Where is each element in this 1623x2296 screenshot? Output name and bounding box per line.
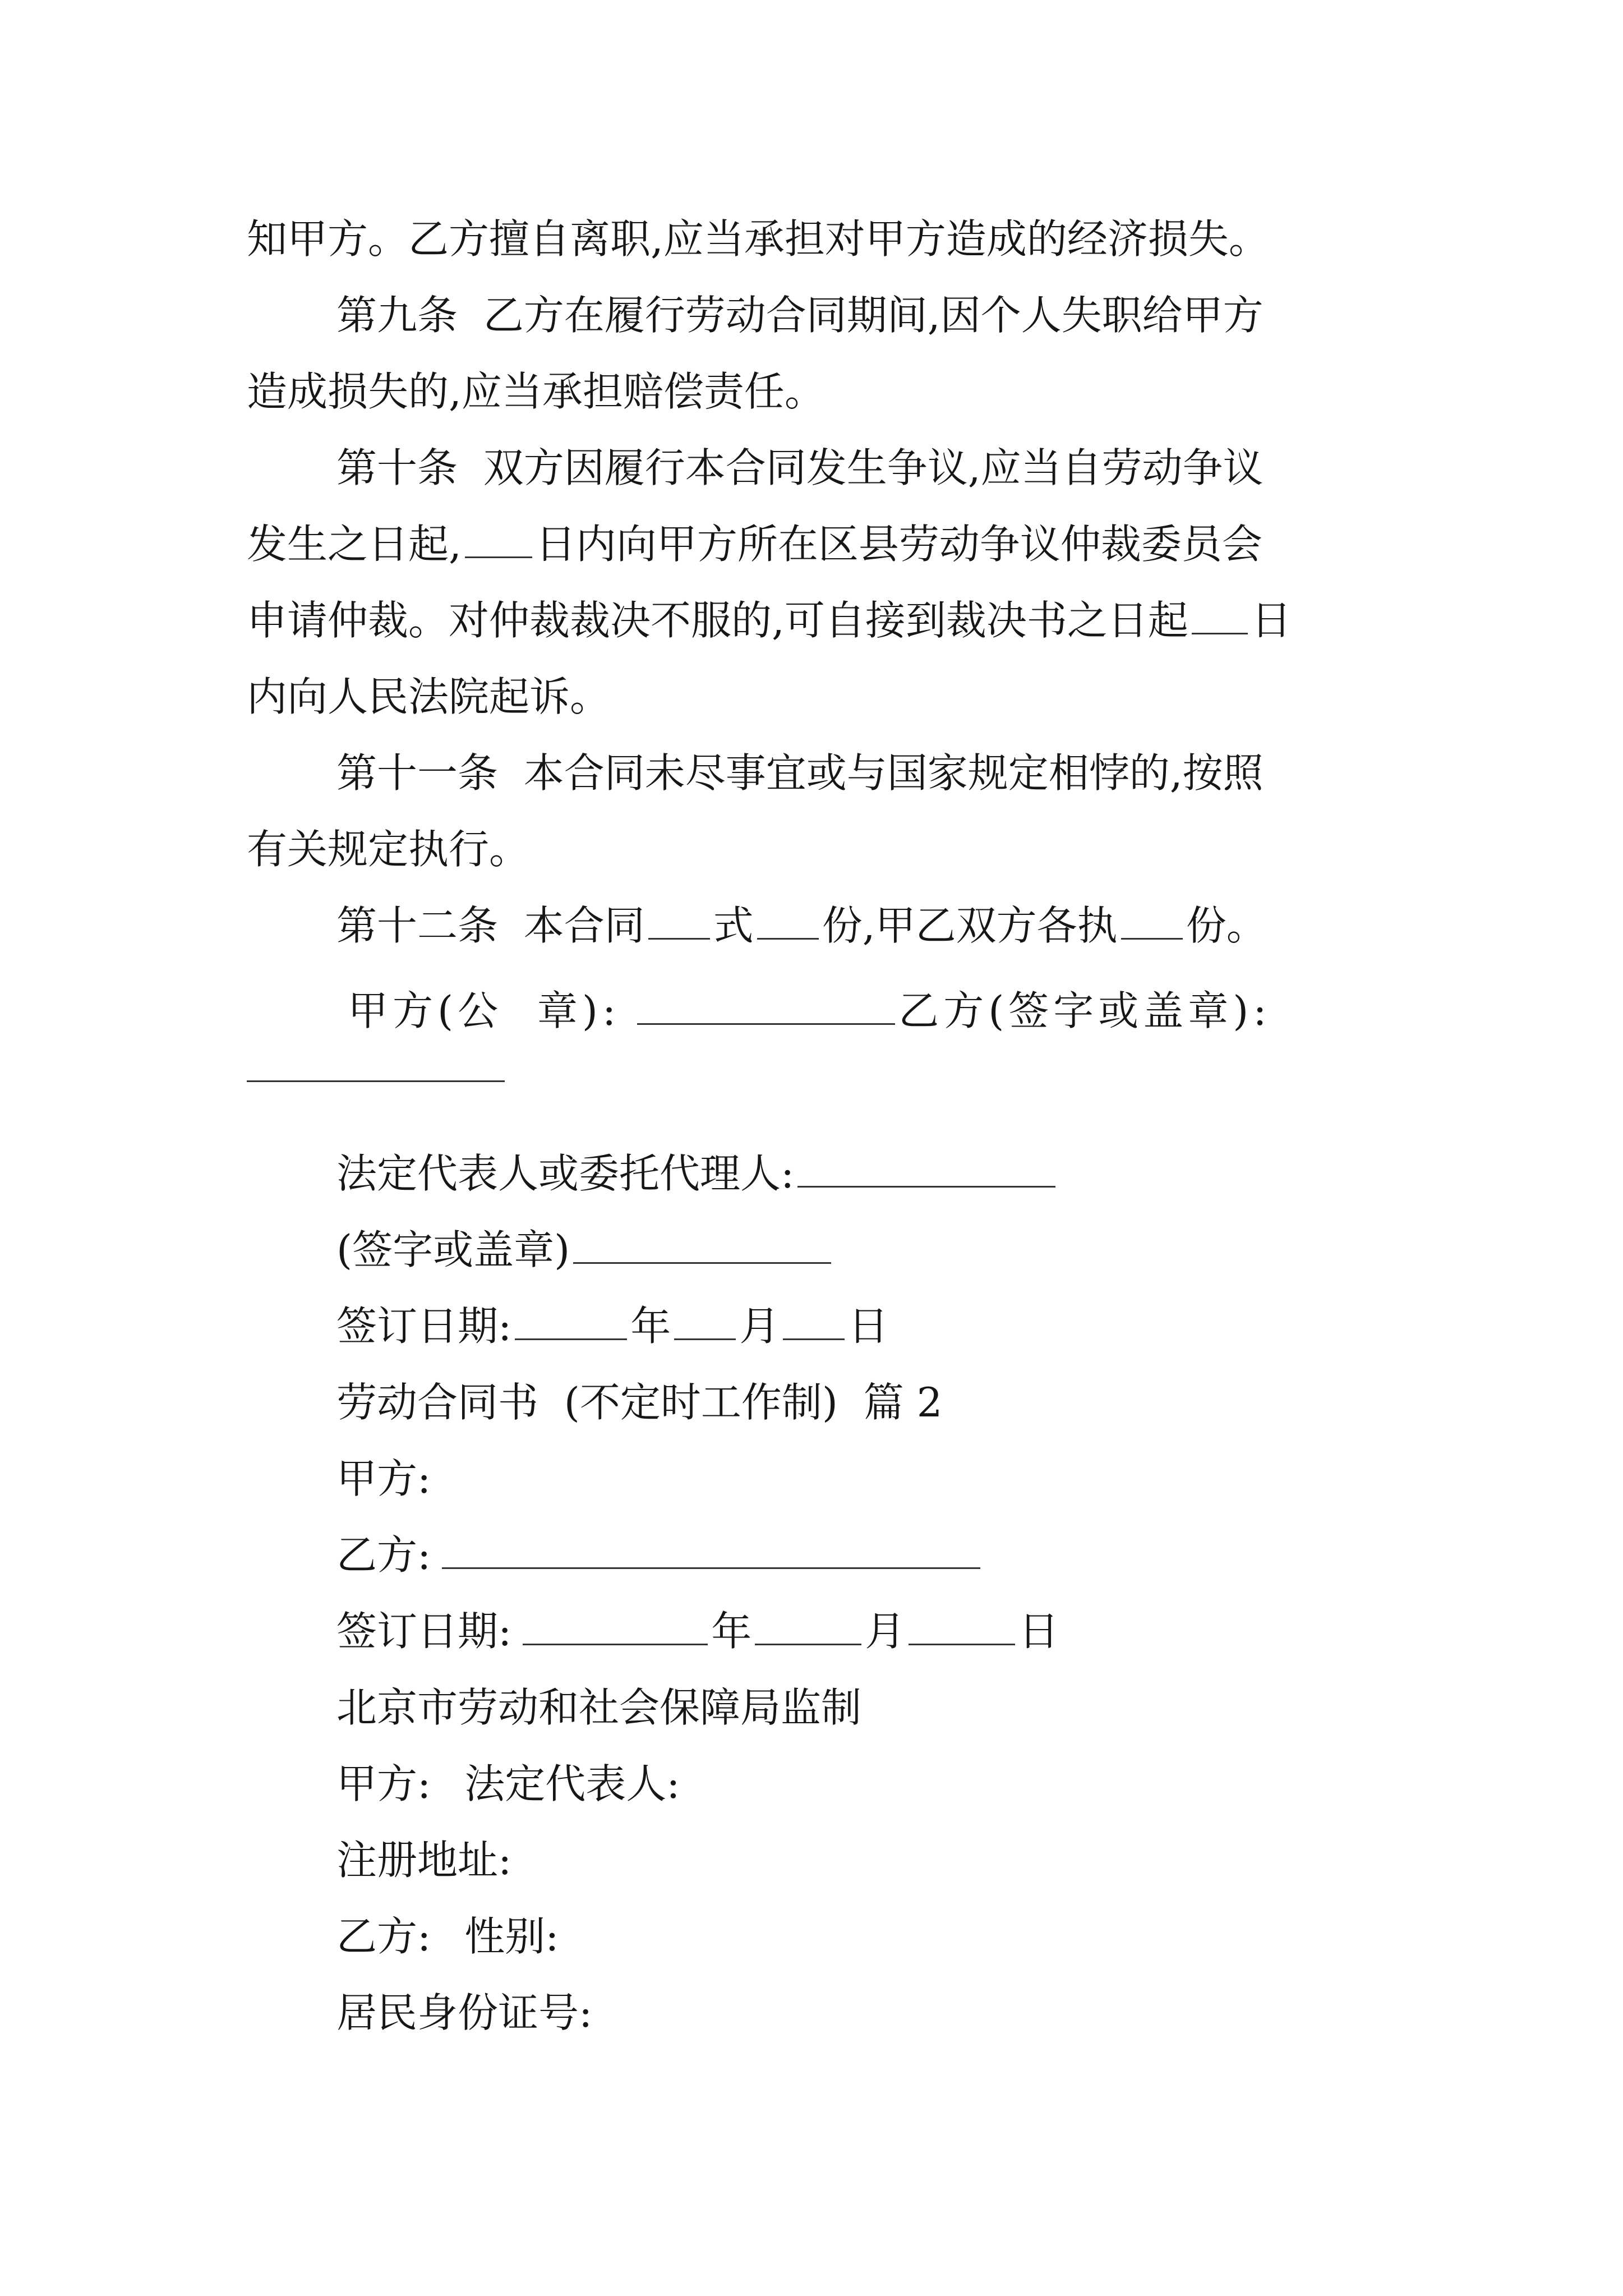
article-12-text: 份。 (1186, 902, 1267, 949)
article-10-text: 日 (1251, 597, 1292, 644)
id-number-line: 居民身份证号: (336, 1989, 593, 2036)
sign-or-seal-label: (签字或盖章) (336, 1226, 570, 1273)
year-field[interactable] (523, 1603, 708, 1645)
registered-address-line: 注册地址: (336, 1837, 512, 1884)
party-a-seal-field[interactable] (637, 983, 895, 1025)
month-label: 月 (739, 1303, 780, 1350)
representative-label: 法定代表人或委托代理人: (336, 1150, 795, 1197)
section-2-date-line (336, 1603, 1059, 1659)
day-field[interactable] (909, 1603, 1015, 1645)
article-12-line (336, 898, 1267, 954)
party-b-label: 乙方: (336, 1531, 431, 1579)
party-a-seal-label: 甲方(公 章): (348, 987, 621, 1034)
date-label: 签订日期: (336, 1303, 512, 1350)
party-a-rep-line (336, 1756, 680, 1812)
legal-rep-label: 法定代表人: (464, 1760, 680, 1807)
month-field[interactable] (674, 1298, 736, 1340)
party-b-gender-line (336, 1908, 559, 1964)
blank-copies-field[interactable] (1121, 898, 1183, 940)
section-2-title: 劳动合同书 (不定时工作制) 篇 2 (336, 1379, 943, 1426)
year-label: 年 (711, 1608, 752, 1655)
article-12-text: 份,甲乙双方各执 (822, 902, 1118, 949)
article-10-line-1: 第十条 双方因履行本合同发生争议,应当自劳动争议 (336, 444, 1264, 491)
day-label: 日 (1018, 1608, 1059, 1655)
sign-or-seal-field[interactable] (573, 1222, 831, 1264)
paragraph-line: 知甲方。乙方擅自离职,应当承担对甲方造成的经济损失。 (247, 215, 1269, 263)
party-b-label: 乙方: (336, 1913, 431, 1960)
article-12-text: 第十二条 本合同 (336, 902, 645, 949)
party-a-label: 甲方: (336, 1760, 431, 1807)
article-11-line-2: 有关规定执行。 (247, 826, 530, 873)
day-field[interactable] (783, 1298, 845, 1340)
article-11-line-1: 第十一条 本合同未尽事宜或与国家规定相悖的,按照 (336, 749, 1264, 797)
blank-days-field[interactable] (1192, 592, 1248, 634)
representative-field[interactable] (797, 1145, 1055, 1188)
supervisor-line: 北京市劳动和社会保障局监制 (336, 1684, 862, 1731)
article-12-text: 式 (713, 902, 754, 949)
party-b-field[interactable] (442, 1527, 980, 1569)
article-9-line-2: 造成损失的,应当承担赔偿责任。 (247, 368, 825, 415)
article-10-line-2 (247, 516, 1262, 572)
article-10-text: 日内向甲方所在区县劳动争议仲裁委员会 (535, 521, 1262, 568)
article-10-line-3 (247, 592, 1292, 648)
month-field[interactable] (755, 1603, 861, 1645)
article-10-text: 发生之日起, (247, 521, 462, 568)
article-10-line-4: 内向人民法院起诉。 (247, 673, 611, 720)
representative-line (336, 1145, 1059, 1202)
year-field[interactable] (515, 1298, 627, 1340)
gender-label: 性别: (464, 1913, 559, 1960)
section-2-party-b-line (336, 1527, 984, 1583)
signing-date-line (336, 1298, 888, 1354)
section-2-party-a: 甲方: (336, 1455, 431, 1502)
article-9-line-1: 第九条 乙方在履行劳动合同期间,因个人失职给甲方 (336, 292, 1264, 339)
sign-or-seal-line (336, 1222, 834, 1278)
party-a-seal-line (348, 983, 1271, 1039)
blank-copies-field[interactable] (648, 898, 710, 940)
date-label: 签订日期: (336, 1608, 512, 1655)
month-label: 月 (865, 1608, 906, 1655)
blank-copies-field[interactable] (757, 898, 819, 940)
article-10-text: 申请仲裁。对仲裁裁决不服的,可自接到裁决书之日起 (247, 597, 1188, 644)
party-b-signature-label: 乙方(签字或盖章): (898, 987, 1271, 1034)
year-label: 年 (630, 1303, 671, 1350)
day-label: 日 (848, 1303, 889, 1350)
blank-days-field[interactable] (465, 516, 532, 558)
party-b-signature-field[interactable] (247, 1080, 505, 1082)
